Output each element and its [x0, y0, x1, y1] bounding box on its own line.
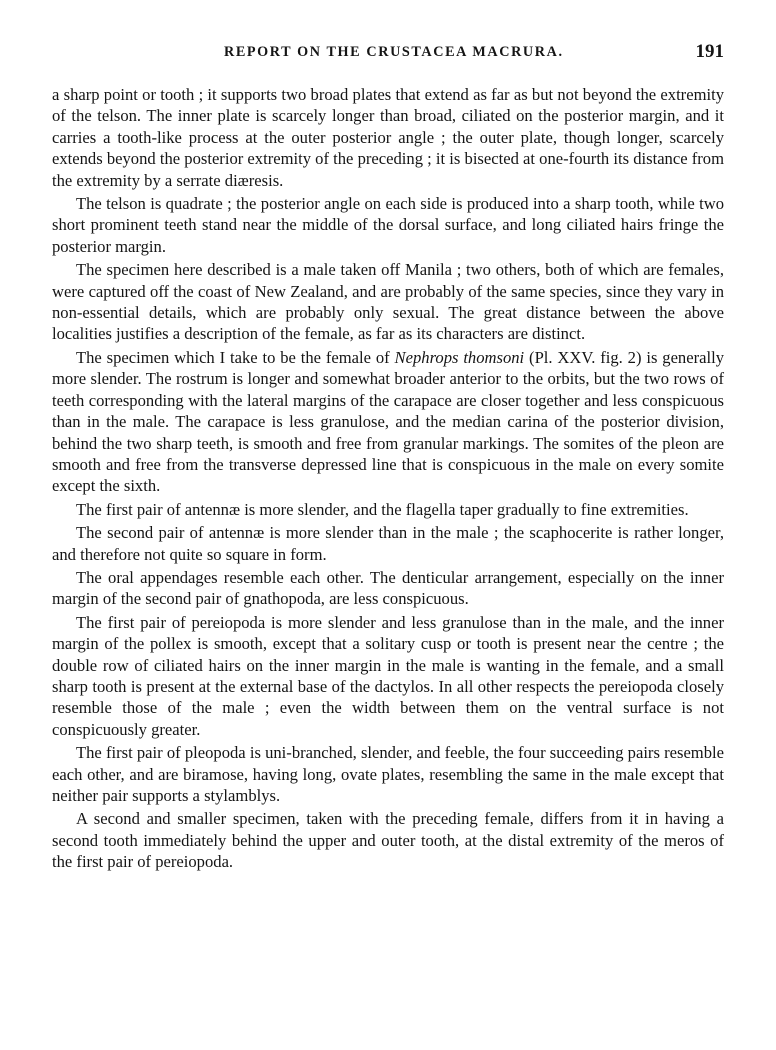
- page-number: 191: [695, 41, 724, 62]
- running-header: [52, 41, 724, 70]
- paragraph-second-specimen: A second and smaller specimen, taken with the preceding female, differs from it in having a second tooth immediately behind the upper and outer tooth, at the distal extremity of the meros of the first pair of pereiopoda.: [52, 809, 724, 872]
- body-text: [52, 84, 724, 873]
- paragraph-telson: The telson is quadrate ; the posterior angle on each side is produced into a sharp tooth, while two short prominent teeth stand near the middle of the dorsal surface, and long ciliated hairs fringe the posterior margin.: [52, 194, 724, 256]
- paragraph-specimens: The specimen here described is a male taken off Manila ; two others, both of which are females, were captured off the coast of New Zealand, and are probably of the same species, since they vary in non-essential details, which are probably only sexual. The great distance between the above localities justifies a description of the female, as far as its characters are distinct.: [52, 260, 724, 344]
- species-name: Nephrops thomsoni: [394, 347, 525, 367]
- paragraph-second-antennae: The second pair of antennæ is more slender than in the male ; the scaphocerite is rather longer, and therefore not quite so square in form.: [52, 523, 724, 564]
- female-description-lead: The specimen which I take to be the female of: [76, 347, 395, 367]
- paragraph-female-description: [52, 347, 724, 497]
- paragraph-pleopoda: The first pair of pleopoda is uni-branched, slender, and feeble, the four succeeding pairs resemble each other, and are biramose, having long, ovate plates, resembling the same in the male except that neither pair supports a stylamblys.: [52, 743, 724, 805]
- female-description-body: (Pl. XXV. fig. 2) is generally more slender. The rostrum is longer and somewhat broader anterior to the orbits, but the two rows of teeth corresponding with the lateral margins of the carapace are closer together and less conspicuous than in the male. The carapace is less granulose, and the median carina of the posterior division, behind the two sharp teeth, is smooth and free from granular markings. The somites of the pleon are smooth and free from the transverse depressed line that is conspicuous in the male on every somite except the sixth.: [52, 347, 725, 496]
- paragraph-oral-appendages: The oral appendages resemble each other. The denticular arrangement, especially on the inner margin of the second pair of gnathopoda, are less conspicuous.: [52, 567, 724, 609]
- paragraph-pereiopoda: The first pair of pereiopoda is more slender and less granulose than in the male, and the inner margin of the pollex is smooth, except that a solitary cusp or tooth is present near the centre ; the double row of ciliated hairs on the inner margin in the male is wanting in the female, and a small sharp tooth is present at the external base of the dactylos. In all other respects the pereiopoda closely resemble those of the male ; even the width between them on the ventral surface is not conspicuously greater.: [52, 612, 724, 739]
- running-title: REPORT ON THE CRUSTACEA MACRURA.: [224, 44, 564, 60]
- paragraph-first-antennae: The first pair of antennæ is more slender, and the flagella taper gradually to fine extremities.: [76, 499, 689, 519]
- paragraph-uropod-plates: a sharp point or tooth ; it supports two broad plates that extend as far as but not beyond the extremity of the telson. The inner plate is scarcely longer than broad, ciliated on the posterior margin, and it carries a tooth-like process at the outer posterior angle ; the outer plate, though longer, scarcely extends beyond the posterior extremity of the preceding ; it is bisected at one-fourth its distance from the extremity by a serrate diæresis.: [52, 85, 724, 190]
